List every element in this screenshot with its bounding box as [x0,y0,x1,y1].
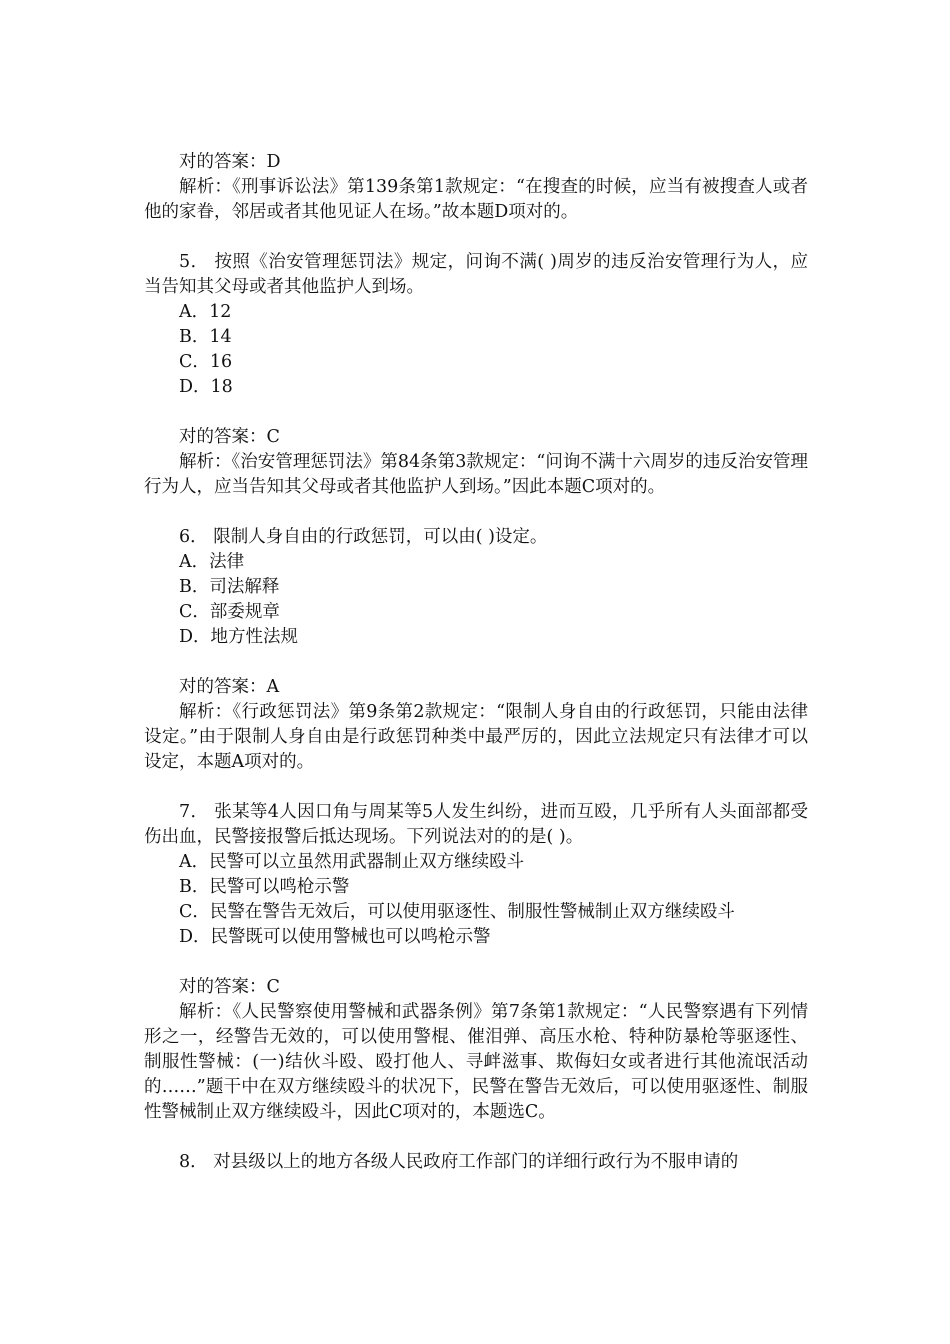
option-b: B．司法解释 [179,577,280,597]
option-d: D．民警既可以使用警械也可以鸣枪示警 [179,927,491,947]
option-a: A．12 [179,302,232,322]
option-c: C．部委规章 [179,602,280,622]
analysis-paragraph: 解析：《刑事诉讼法》第139条第1款规定：“在搜查的时候，应当有被搜查人或者他的家眷，邻居或者其他见证人在场。”故本题D项对的。 [144,177,808,222]
option-c: C．民警在警告无效后，可以使用驱逐性、制服性警械制止双方继续殴斗 [179,902,735,922]
analysis-paragraph: 解析：《行政惩罚法》第9条第2款规定：“限制人身自由的行政惩罚，只能由法律设定。”由于限制人身自由是行政惩罚种类中最严厉的，因此立法规定只有法律才可以设定，本题A项对的。 [144,702,808,772]
analysis-paragraph: 解析：《人民警察使用警械和武器条例》第7条第1款规定：“人民警察遇有下列情形之一，经警告无效的，可以使用警棍、催泪弹、高压水枪、特种防暴枪等驱逐性、制服性警械：(一)结伙斗殴、殴打他人、寻衅滋事、欺侮妇女或者进行其他流氓活动的……”题干中在双方继续殴斗的状况下，民警在警告无效后，可以使用驱逐性、制服性警械制止双方继续殴斗，因此C项对的，本题选C。 [144,1002,808,1122]
option-a: A．法律 [179,552,245,572]
question-6: 6． 限制人身自由的行政惩罚，可以由( )设定。 [179,527,548,547]
option-d: D．18 [179,377,233,397]
answer-line: 对的答案：A [179,677,280,697]
answer-line: 对的答案：C [179,977,280,997]
question-8: 8． 对县级以上的地方各级人民政府工作部门的详细行政行为不服申请的 [179,1152,739,1172]
option-d: D．地方性法规 [179,627,299,647]
analysis-paragraph: 解析：《治安管理惩罚法》第84条第3款规定：“问询不满十六周岁的违反治安管理行为人，应当告知其父母或者其他监护人到场。”因此本题C项对的。 [144,452,808,497]
question-5: 5． 按照《治安管理惩罚法》规定，问询不满( )周岁的违反治安管理行为人，应当告知其父母或者其他监护人到场。 [144,252,808,297]
option-c: C．16 [179,352,233,372]
question-7: 7． 张某等4人因口角与周某等5人发生纠纷，进而互殴，几乎所有人头面部都受伤出血，民警接报警后抵达现场。下列说法对的的是( )。 [144,802,808,847]
option-b: B．14 [179,327,232,347]
answer-line: 对的答案：D [179,152,281,172]
option-b: B．民警可以鸣枪示警 [179,877,350,897]
option-a: A．民警可以立虽然用武器制止双方继续殴斗 [179,852,525,872]
answer-line: 对的答案：C [179,427,280,447]
document-page [144,150,808,1175]
